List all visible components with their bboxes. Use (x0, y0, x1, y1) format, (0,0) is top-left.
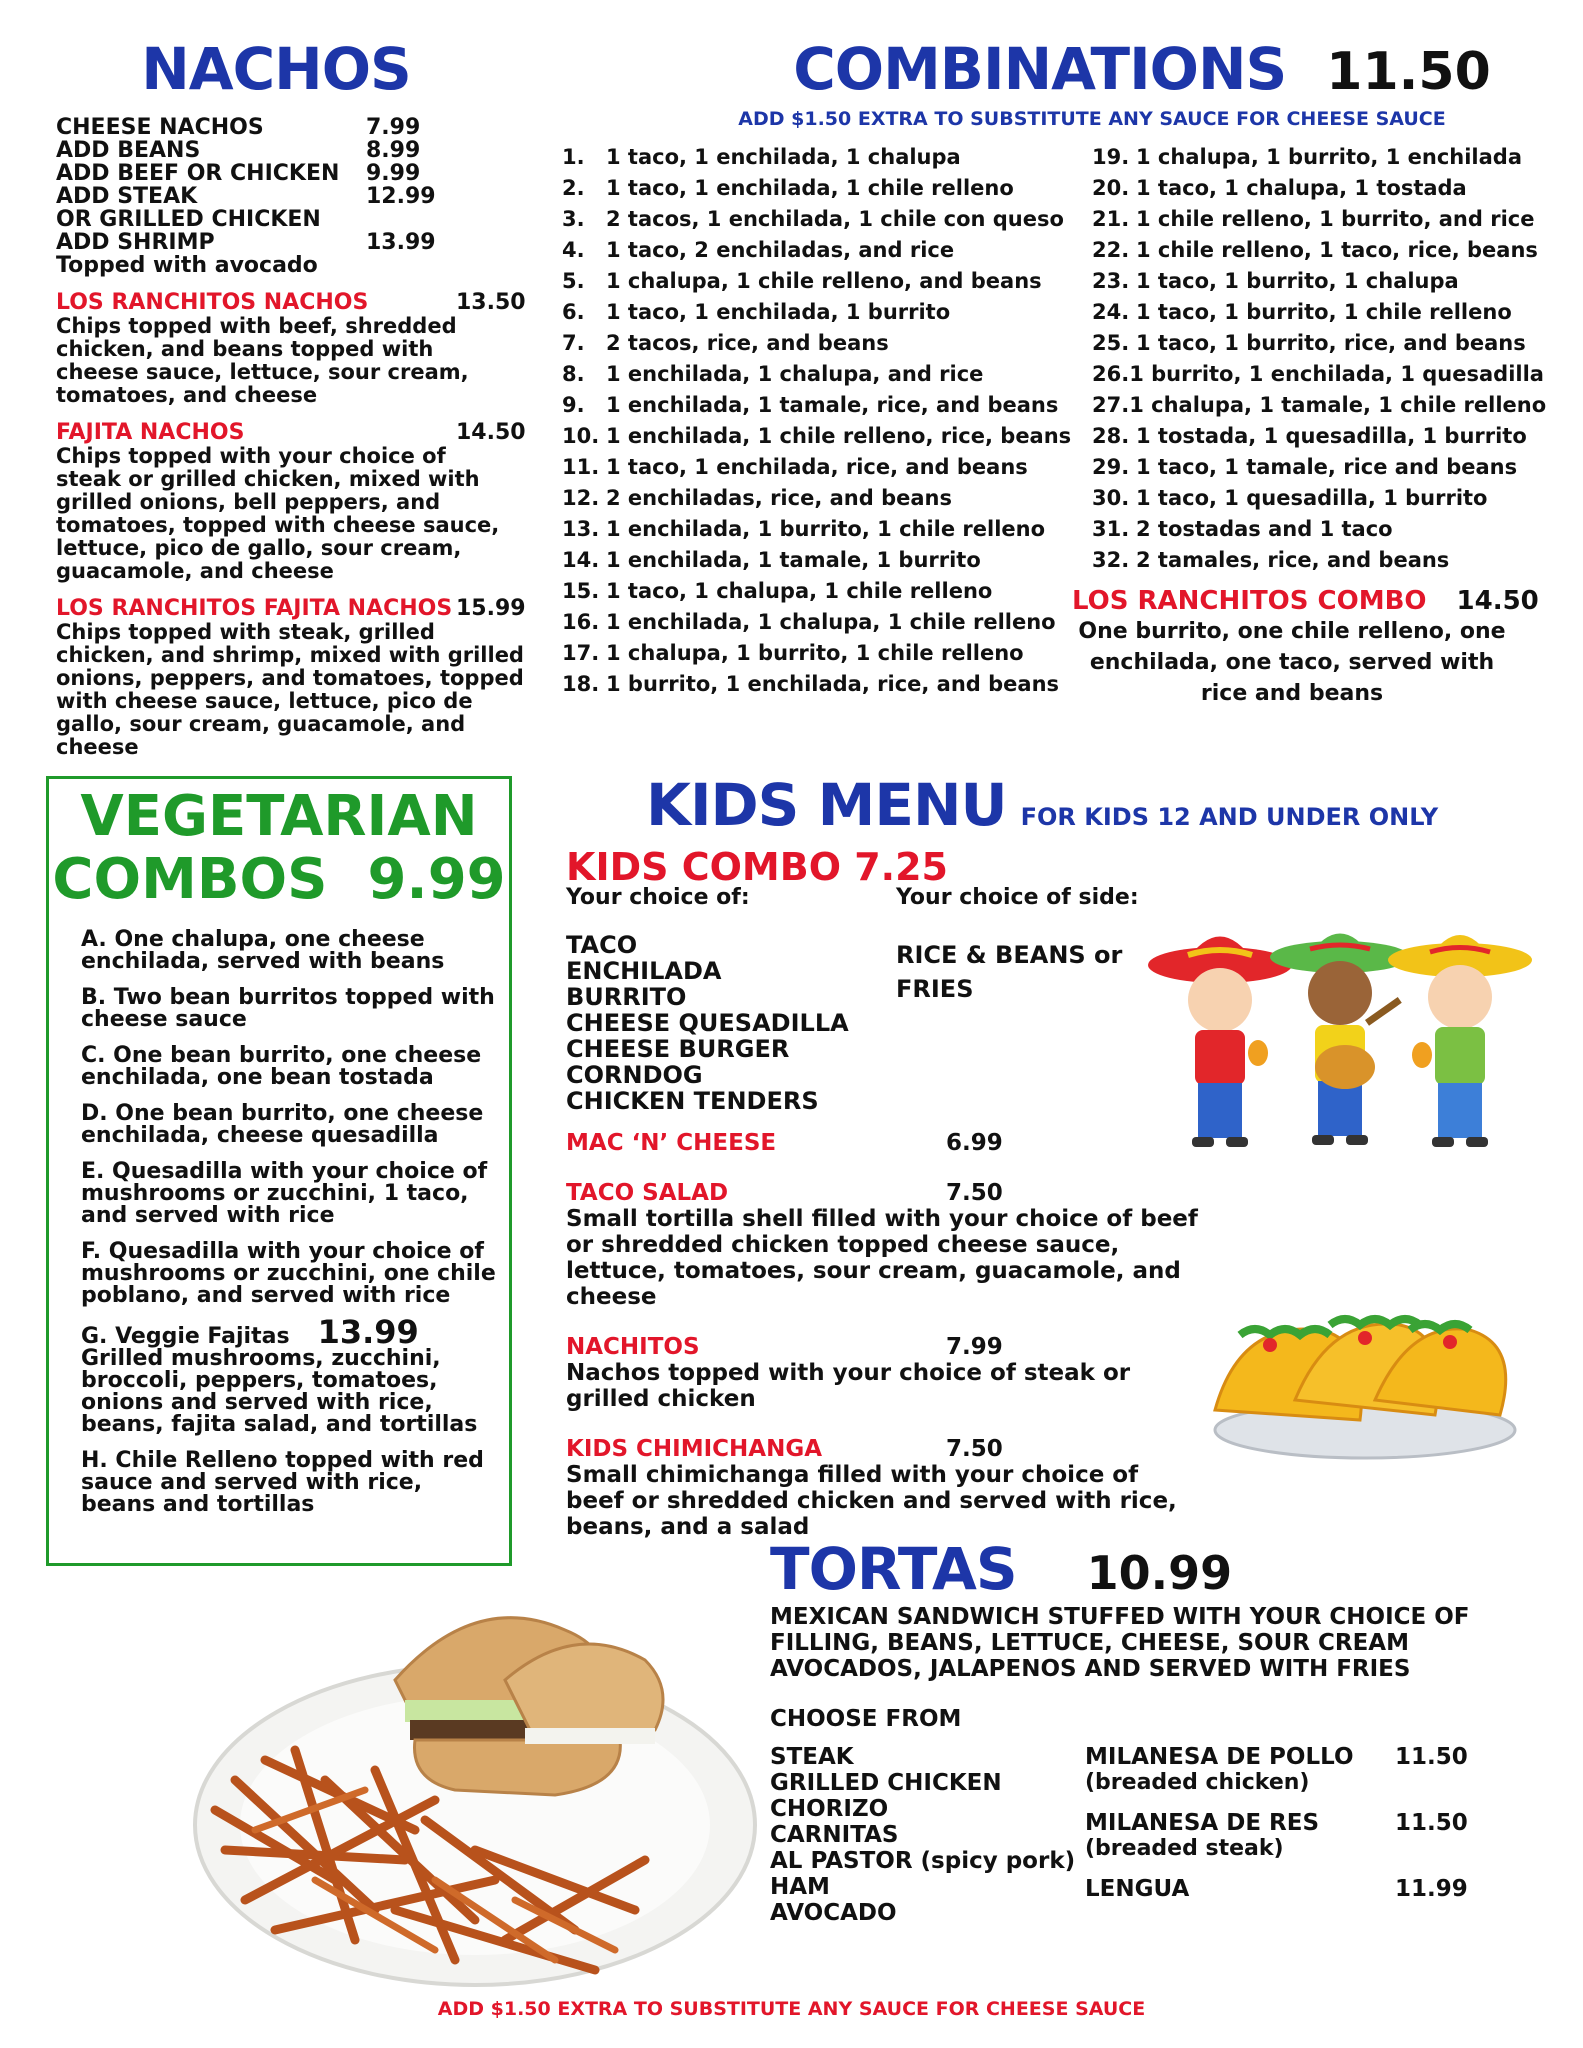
kid-right (1388, 935, 1532, 1147)
item-name: LENGUA (1085, 1876, 1190, 1902)
item-price: 14.50 (1456, 586, 1539, 616)
item-number: 24. (1092, 300, 1130, 324)
list-item (1092, 514, 1542, 545)
item-subtitle: (breaded steak) (1085, 1836, 1284, 1861)
item-price (366, 208, 446, 231)
item-price: 15.99 (456, 596, 526, 621)
item-number: 9. (562, 393, 585, 417)
list-item: E. Quesadilla with your choice of mushrooms or zucchini, 1 taco, and served with rice (81, 1158, 488, 1228)
item-text: 1 chile relleno, 1 taco, rice, beans (1136, 238, 1538, 262)
side-option: RICE & BEANS or (896, 941, 1123, 969)
item-number: 27. (1092, 393, 1130, 417)
item-price: 7.50 (946, 1180, 1003, 1206)
item-name: ADD BEEF OR CHICKEN (56, 161, 340, 186)
nachos-topped-note: Topped with avocado (56, 253, 318, 278)
list-item: C. One bean burrito, one cheese enchilada, one bean tostada (81, 1042, 482, 1090)
combos-title: COMBOS (52, 847, 328, 913)
item-text: 1 enchilada, 1 chile relleno, rice, beans (606, 424, 1072, 448)
item-name: TACO SALAD (566, 1180, 729, 1206)
list-item (562, 576, 1092, 607)
list-item (1092, 142, 1542, 173)
list-item (562, 359, 1092, 390)
list-item: A. One chalupa, one cheese enchilada, served with beans (81, 926, 445, 974)
list-item (1092, 545, 1542, 576)
tacos-illustration (1200, 1290, 1530, 1460)
list-item (562, 638, 1092, 669)
choice-option: CHEESE BURGER (566, 1035, 790, 1063)
nachos-row (56, 231, 536, 254)
vegetarian-combos-box (46, 776, 512, 1566)
list-item: HAM (770, 1874, 830, 1900)
list-item: AL PASTOR (spicy pork) (770, 1848, 1076, 1874)
torta-with-fries-illustration (175, 1580, 775, 2010)
item-description: Chips topped with your choice of steak or grilled chicken, mixed with grilled onions, bell peppers, and tomatoes, topped with cheese sauce, lettuce, pico de gallo, sour cream, guacamole, and cheese (56, 444, 500, 583)
item-price: 9.99 (366, 161, 421, 186)
item-number: 22. (1092, 238, 1130, 262)
item-description: Small tortilla shell filled with your choice of beef or shredded chicken topped cheese sauce, lettuce, tomatoes, sour cream, guacamole, and cheese (566, 1206, 1198, 1310)
list-item (1092, 297, 1542, 328)
choice-option: CHICKEN TENDERS (566, 1087, 819, 1115)
list-item: CHORIZO (770, 1796, 889, 1822)
item-number: 30. (1092, 486, 1130, 510)
item-name: ADD STEAK (56, 184, 198, 209)
item-number: 26. (1092, 362, 1130, 386)
item-text: 1 taco, 1 chalupa, 1 chile relleno (606, 579, 993, 603)
list-item (1085, 1744, 1525, 1796)
list-item (1092, 266, 1542, 297)
list-item: H. Chile Relleno topped with red sauce and served with rice, beans and tortillas (81, 1447, 484, 1517)
item-text: 1 taco, 1 enchilada, 1 chile relleno (606, 176, 1014, 200)
list-item (562, 235, 1092, 266)
list-item: GRILLED CHICKEN (770, 1770, 1002, 1796)
item-number: 16. (562, 610, 600, 634)
list-item (562, 142, 1092, 173)
item-text: 1 taco, 2 enchiladas, and rice (606, 238, 955, 262)
tortas-specials-list (1085, 1744, 1525, 1926)
item-price: 7.99 (946, 1334, 1003, 1360)
menu-item (56, 291, 536, 407)
nachos-row (56, 185, 536, 208)
los-ranchitos-combo (1072, 586, 1542, 709)
item-number: 4. (562, 238, 585, 262)
list-item (1092, 173, 1542, 204)
item-number: 11. (562, 455, 600, 479)
item-number: 20. (1092, 176, 1130, 200)
vegetarian-price: 9.99 (367, 847, 506, 913)
item-number: 29. (1092, 455, 1130, 479)
item-number: 18. (562, 672, 600, 696)
list-item (81, 1312, 499, 1437)
item-text: 1 taco, 1 chalupa, 1 tostada (1136, 176, 1467, 200)
list-item: B. Two bean burritos topped with cheese sauce (81, 984, 495, 1032)
choice-label: Your choice of: (566, 885, 750, 910)
combinations-title: COMBINATIONS (793, 35, 1287, 103)
nachos-title: NACHOS (141, 35, 411, 103)
nachos-row (56, 139, 536, 162)
item-number: 17. (562, 641, 600, 665)
item-number: 6. (562, 300, 585, 324)
item-number: 1. (562, 145, 585, 169)
tortas-price: 10.99 (1086, 1546, 1233, 1600)
item-number: 12. (562, 486, 600, 510)
list-item (1092, 390, 1547, 421)
item-description: Chips topped with steak, grilled chicken, and shrimp, mixed with grilled onions, peppers, and tomatoes, topped with cheese sauce, lettuce, pico de gallo, sour cream, guacamole, and cheese (56, 620, 524, 759)
item-price: 6.99 (946, 1130, 1003, 1156)
combinations-price: 11.50 (1326, 42, 1491, 102)
list-item (562, 390, 1092, 421)
item-text: 2 tacos, 1 enchilada, 1 chile con queso (606, 207, 1064, 231)
nachos-row (56, 116, 536, 139)
item-number: 21. (1092, 207, 1130, 231)
item-number: 2. (562, 176, 585, 200)
item-price: 7.99 (366, 115, 421, 140)
tortas-fillings-list (770, 1744, 1085, 1926)
list-item (562, 173, 1092, 204)
item-number: 10. (562, 424, 600, 448)
item-text: 1 taco, 1 burrito, 1 chalupa (1136, 269, 1459, 293)
item-number: 23. (1092, 269, 1130, 293)
item-number: 19. (1092, 145, 1130, 169)
kids-menu-subtitle: FOR KIDS 12 AND UNDER ONLY (1020, 803, 1439, 831)
item-text: 1 burrito, 1 enchilada, 1 quesadilla (1129, 362, 1544, 386)
item-number: 15. (562, 579, 600, 603)
list-item (562, 483, 1092, 514)
kids-combo-title: KIDS COMBO 7.25 (566, 845, 948, 889)
menu-item (56, 421, 536, 583)
side-option: FRIES (896, 975, 974, 1003)
item-text: 1 taco, 1 burrito, rice, and beans (1136, 331, 1526, 355)
item-price: 11.99 (1395, 1876, 1468, 1902)
item-price: 13.50 (456, 290, 526, 315)
choice-option: TACO (566, 931, 638, 959)
side-label: Your choice of side: (896, 885, 1139, 910)
item-text: 1 chalupa, 1 burrito, 1 chile relleno (606, 641, 1024, 665)
item-text: 1 enchilada, 1 burrito, 1 chile relleno (606, 517, 1046, 541)
item-price: 13.99 (366, 230, 436, 255)
item-text: 1 taco, 1 quesadilla, 1 burrito (1136, 486, 1488, 510)
kids-menu-title: KIDS MENU (646, 771, 1007, 839)
item-price: 11.50 (1395, 1744, 1468, 1770)
list-item (562, 421, 1092, 452)
list-item (1092, 483, 1542, 514)
item-price: 12.99 (366, 184, 436, 209)
choice-option: CORNDOG (566, 1061, 703, 1089)
item-text: 2 enchiladas, rice, and beans (606, 486, 952, 510)
list-item (562, 452, 1092, 483)
item-name: MAC ‘N’ CHEESE (566, 1130, 777, 1156)
nachos-row (56, 162, 536, 185)
item-text: 2 tamales, rice, and beans (1136, 548, 1450, 572)
item-name: MILANESA DE POLLO (1085, 1744, 1354, 1770)
nachos-row (56, 208, 536, 231)
item-number: 31. (1092, 517, 1130, 541)
item-name: ADD SHRIMP (56, 230, 215, 255)
combinations-left-column (562, 142, 1092, 709)
item-name: ADD BEANS (56, 138, 201, 163)
footer-note: ADD $1.50 EXTRA TO SUBSTITUTE ANY SAUCE FOR CHEESE SAUCE (437, 1998, 1146, 2020)
item-name: G. Veggie Fajitas (81, 1323, 290, 1349)
list-item (562, 266, 1092, 297)
item-text: 1 enchilada, 1 tamale, rice, and beans (606, 393, 1059, 417)
tortas-section (770, 1535, 1530, 1926)
list-item (562, 607, 1092, 638)
item-name: OR GRILLED CHICKEN (56, 207, 321, 232)
item-text: 2 tostadas and 1 taco (1136, 517, 1393, 541)
list-item: D. One bean burrito, one cheese enchilada, cheese quesadilla (81, 1100, 484, 1148)
list-item: CARNITAS (770, 1822, 899, 1848)
list-item (562, 669, 1092, 700)
item-text: 1 chalupa, 1 chile relleno, and beans (606, 269, 1042, 293)
list-item (1085, 1810, 1525, 1862)
mariachi-kids-illustration (1140, 915, 1540, 1165)
item-price: 14.50 (456, 420, 526, 445)
list-item (562, 328, 1092, 359)
list-item (1092, 204, 1542, 235)
item-text: 1 taco, 1 enchilada, 1 burrito (606, 300, 951, 324)
item-price: 8.99 (366, 138, 421, 163)
nachos-price-list (56, 116, 536, 277)
list-item (562, 545, 1092, 576)
choice-option: ENCHILADA (566, 957, 722, 985)
item-name: FAJITA NACHOS (56, 420, 245, 445)
list-item: AVOCADO (770, 1900, 897, 1926)
kid-left (1148, 937, 1292, 1148)
item-number: 7. (562, 331, 585, 355)
item-description: Small chimichanga filled with your choice of beef or shredded chicken and served with rice, beans, and a salad (566, 1462, 1177, 1540)
item-text: 1 chalupa, 1 burrito, 1 enchilada (1136, 145, 1522, 169)
vegetarian-title: VEGETARIAN (80, 784, 478, 849)
item-name: MILANESA DE RES (1085, 1810, 1320, 1836)
item-text: 1 tostada, 1 quesadilla, 1 burrito (1136, 424, 1527, 448)
item-price: 7.50 (946, 1436, 1003, 1462)
list-item (1092, 328, 1542, 359)
list-item (1092, 359, 1542, 390)
choice-option: BURRITO (566, 983, 687, 1011)
kid-middle (1270, 934, 1410, 1146)
item-text: 1 taco, 1 enchilada, 1 chalupa (606, 145, 961, 169)
tortas-description: MEXICAN SANDWICH STUFFED WITH YOUR CHOICE OF FILLING, BEANS, LETTUCE, CHEESE, SOUR CREAM AVOCADOS, JALAPENOS AND SERVED WITH FRIES (770, 1604, 1470, 1682)
item-description: Grilled mushrooms, zucchini, broccoli, peppers, tomatoes, onions and served with rice, beans, fajita salad, and tortillas (81, 1345, 478, 1437)
item-price: 11.50 (1395, 1810, 1468, 1836)
item-description: Chips topped with beef, shredded chicken, and beans topped with cheese sauce, lettuce, sour cream, tomatoes, and cheese (56, 314, 469, 407)
item-text: 2 tacos, rice, and beans (606, 331, 889, 355)
combinations-section (562, 35, 1547, 709)
item-price: 13.99 (317, 1312, 419, 1351)
item-name: LOS RANCHITOS COMBO (1072, 586, 1427, 616)
item-number: 3. (562, 207, 585, 231)
item-text: 1 chalupa, 1 tamale, 1 chile relleno (1129, 393, 1547, 417)
list-item: F. Quesadilla with your choice of mushrooms or zucchini, one chile poblano, and served with rice (81, 1238, 496, 1308)
choose-from-label: CHOOSE FROM (770, 1706, 962, 1732)
list-item (1092, 421, 1542, 452)
item-text: 1 enchilada, 1 chalupa, and rice (606, 362, 984, 386)
menu-item (56, 597, 536, 759)
item-number: 13. (562, 517, 600, 541)
combinations-right-column (1072, 142, 1547, 709)
item-number: 5. (562, 269, 585, 293)
list-item: STEAK (770, 1744, 854, 1770)
item-name: CHEESE NACHOS (56, 115, 264, 140)
choice-option: CHEESE QUESADILLA (566, 1009, 849, 1037)
combinations-note: ADD $1.50 EXTRA TO SUBSTITUTE ANY SAUCE FOR CHEESE SAUCE (738, 108, 1446, 130)
item-number: 14. (562, 548, 600, 572)
item-name: KIDS CHIMICHANGA (566, 1436, 823, 1462)
list-item (1085, 1876, 1525, 1902)
item-description: One burrito, one chile relleno, one enchilada, one taco, served with rice and beans (1078, 619, 1506, 706)
list-item (562, 297, 1092, 328)
item-text: 1 burrito, 1 enchilada, rice, and beans (606, 672, 1060, 696)
item-text: 1 taco, 1 burrito, 1 chile relleno (1136, 300, 1512, 324)
list-item (1092, 235, 1542, 266)
list-item (1092, 452, 1542, 483)
item-description: Nachos topped with your choice of steak or grilled chicken (566, 1360, 1131, 1412)
item-number: 32. (1092, 548, 1130, 572)
item-number: 25. (1092, 331, 1130, 355)
item-number: 8. (562, 362, 585, 386)
list-item (562, 204, 1092, 235)
tortas-title: TORTAS (770, 1535, 1017, 1603)
item-text: 1 taco, 1 enchilada, rice, and beans (606, 455, 1028, 479)
item-name: LOS RANCHITOS NACHOS (56, 290, 369, 315)
nachos-section (56, 35, 536, 759)
item-name: NACHITOS (566, 1334, 700, 1360)
item-text: 1 enchilada, 1 chalupa, 1 chile relleno (606, 610, 1056, 634)
item-text: 1 taco, 1 tamale, rice and beans (1136, 455, 1518, 479)
list-item (562, 514, 1092, 545)
item-subtitle: (breaded chicken) (1085, 1770, 1310, 1795)
item-number: 28. (1092, 424, 1130, 448)
item-name: LOS RANCHITOS FAJITA NACHOS (56, 596, 453, 621)
item-text: 1 chile relleno, 1 burrito, and rice (1136, 207, 1535, 231)
item-text: 1 enchilada, 1 tamale, 1 burrito (606, 548, 981, 572)
